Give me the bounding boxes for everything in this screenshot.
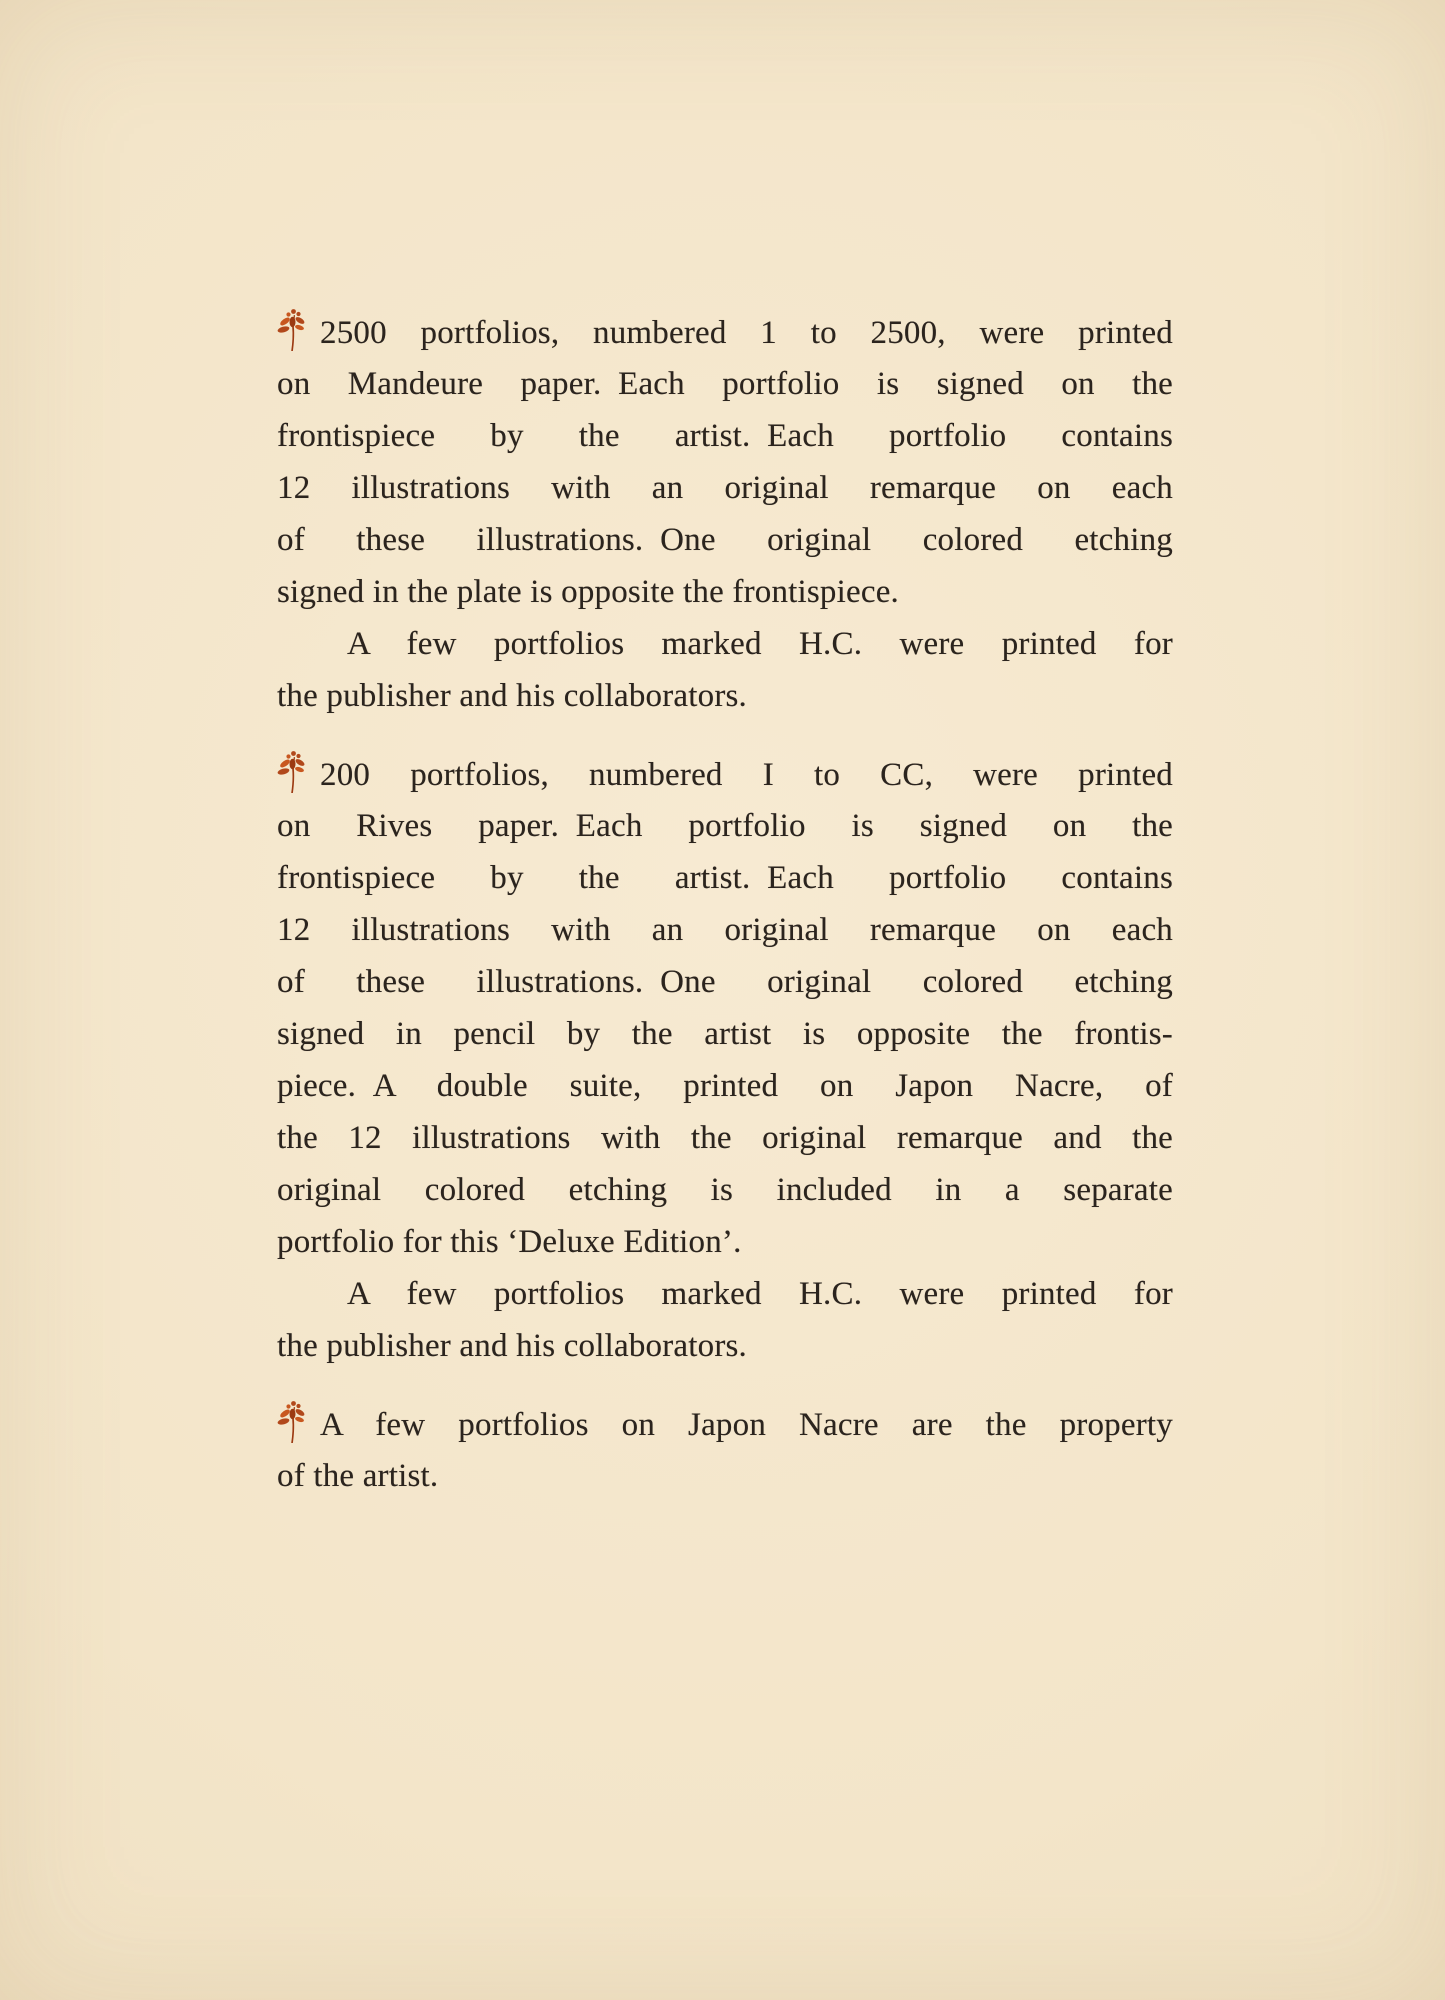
paragraph-edition-2500 bbox=[277, 306, 1173, 722]
text-line: frontispiece by the artist. Each portfolio contains bbox=[277, 860, 1173, 896]
text-line: original colored etching is included in a separate bbox=[277, 1172, 1173, 1208]
text-line: frontispiece by the artist. Each portfolio contains bbox=[277, 418, 1173, 454]
text-line: the publisher and his collaborators. bbox=[277, 1328, 748, 1364]
text-line: of the artist. bbox=[277, 1458, 439, 1494]
text-line: the publisher and his collaborators. bbox=[277, 678, 748, 714]
fleuron-icon bbox=[277, 748, 307, 794]
text-line: 12 illustrations with an original remarque on each bbox=[277, 912, 1173, 948]
paragraph-edition-200 bbox=[277, 748, 1173, 1372]
text-line bbox=[277, 1398, 1173, 1450]
fleuron-icon bbox=[277, 306, 307, 352]
text-line: on Rives paper. Each portfolio is signed on the bbox=[277, 808, 1173, 844]
colophon-text-block bbox=[277, 306, 1173, 1528]
text-line: 12 illustrations with an original remarque on each bbox=[277, 470, 1173, 506]
text-line: A few portfolios marked H.C. were printed for bbox=[347, 626, 1173, 662]
text-line: piece. A double suite, printed on Japon Nacre, of bbox=[277, 1068, 1173, 1104]
text-line: A few portfolios marked H.C. were printed for bbox=[347, 1276, 1173, 1312]
text-line: the 12 illustrations with the original remarque and the bbox=[277, 1120, 1173, 1156]
paragraph-artist-copies bbox=[277, 1398, 1173, 1502]
text-line bbox=[277, 306, 1173, 358]
text-line: on Mandeure paper. Each portfolio is signed on the bbox=[277, 366, 1173, 402]
text-line: of these illustrations. One original colored etching bbox=[277, 522, 1173, 558]
text-line: signed in pencil by the artist is opposite the frontis- bbox=[277, 1016, 1173, 1052]
text-line-content: A few portfolios on Japon Nacre are the property bbox=[320, 1407, 1173, 1443]
text-line bbox=[277, 748, 1173, 800]
text-line-content: 2500 portfolios, numbered 1 to 2500, were printed bbox=[320, 315, 1173, 351]
text-line-content: 200 portfolios, numbered I to CC, were printed bbox=[320, 757, 1173, 793]
text-line: of these illustrations. One original colored etching bbox=[277, 964, 1173, 1000]
text-line: portfolio for this ‘Deluxe Edition’. bbox=[277, 1224, 742, 1260]
fleuron-icon bbox=[277, 1398, 307, 1444]
text-line: signed in the plate is opposite the frontispiece. bbox=[277, 574, 899, 610]
